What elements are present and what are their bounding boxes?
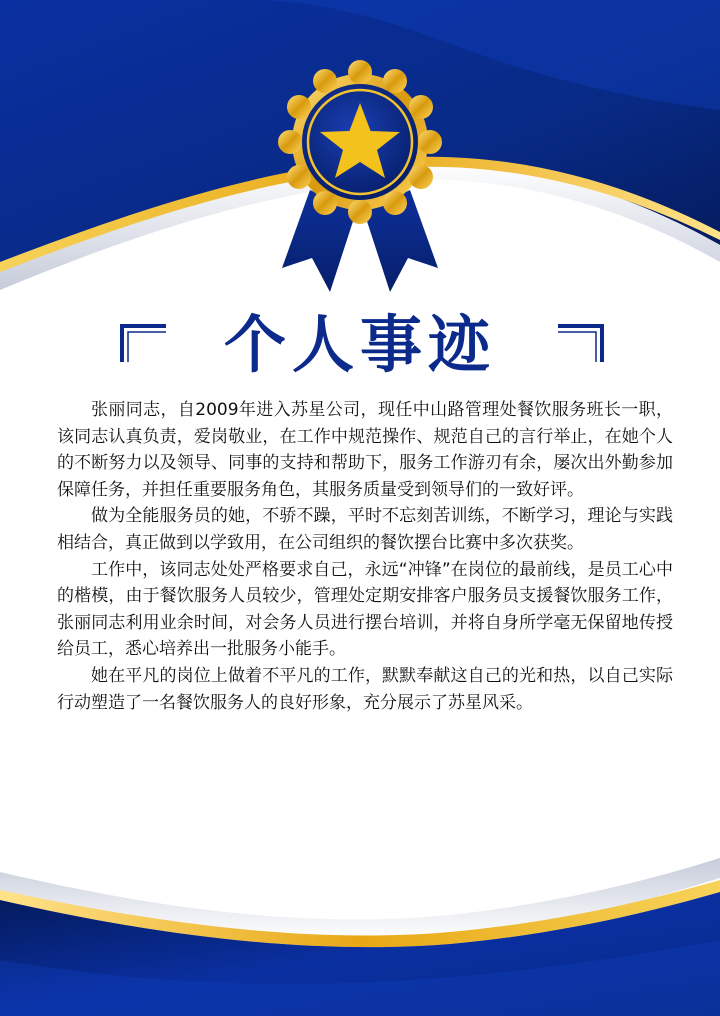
paragraph: 做为全能服务员的她，不骄不躁，平时不忘刻苦训练，不断学习，理论与实践相结合，真正做到以学致用，在公司组织的餐饮摆台比赛中多次获奖。 [57, 506, 673, 553]
paragraph: 张丽同志，自2009年进入苏星公司，现任中山路管理处餐饮服务班长一职，该同志认真负责，爱岗敬业，在工作中规范操作、规范自己的言行举止，在她个人的不断努力以及领导、同事的支持和帮助下，服务工作游刃有余，屡次出外勤参加保障任务，并担任重要服务角色，其服务质量受到领导们的一致好评。 [57, 400, 673, 500]
page-title: 个人事迹 [223, 308, 496, 381]
paragraph: 工作中，该同志处处严格要求自己，永远“冲锋”在岗位的最前线，是员工心中的楷模，由于餐饮服务人员较少，管理处定期安排客户服务员支援餐饮服务工作，张丽同志利用业余时间，对会务人员进行摆台培训，并将自身所学毫无保留地传授给员工，悉心培养出一批服务小能手。 [57, 559, 673, 660]
star-medal-icon [0, 0, 720, 320]
body-text [57, 397, 673, 716]
paragraph: 她在平凡的岗位上做着不平凡的工作，默默奉献这自己的光和热，以自己实际行动塑造了一名餐饮服务人的良好形象，充分展示了苏星风采。 [57, 665, 673, 713]
